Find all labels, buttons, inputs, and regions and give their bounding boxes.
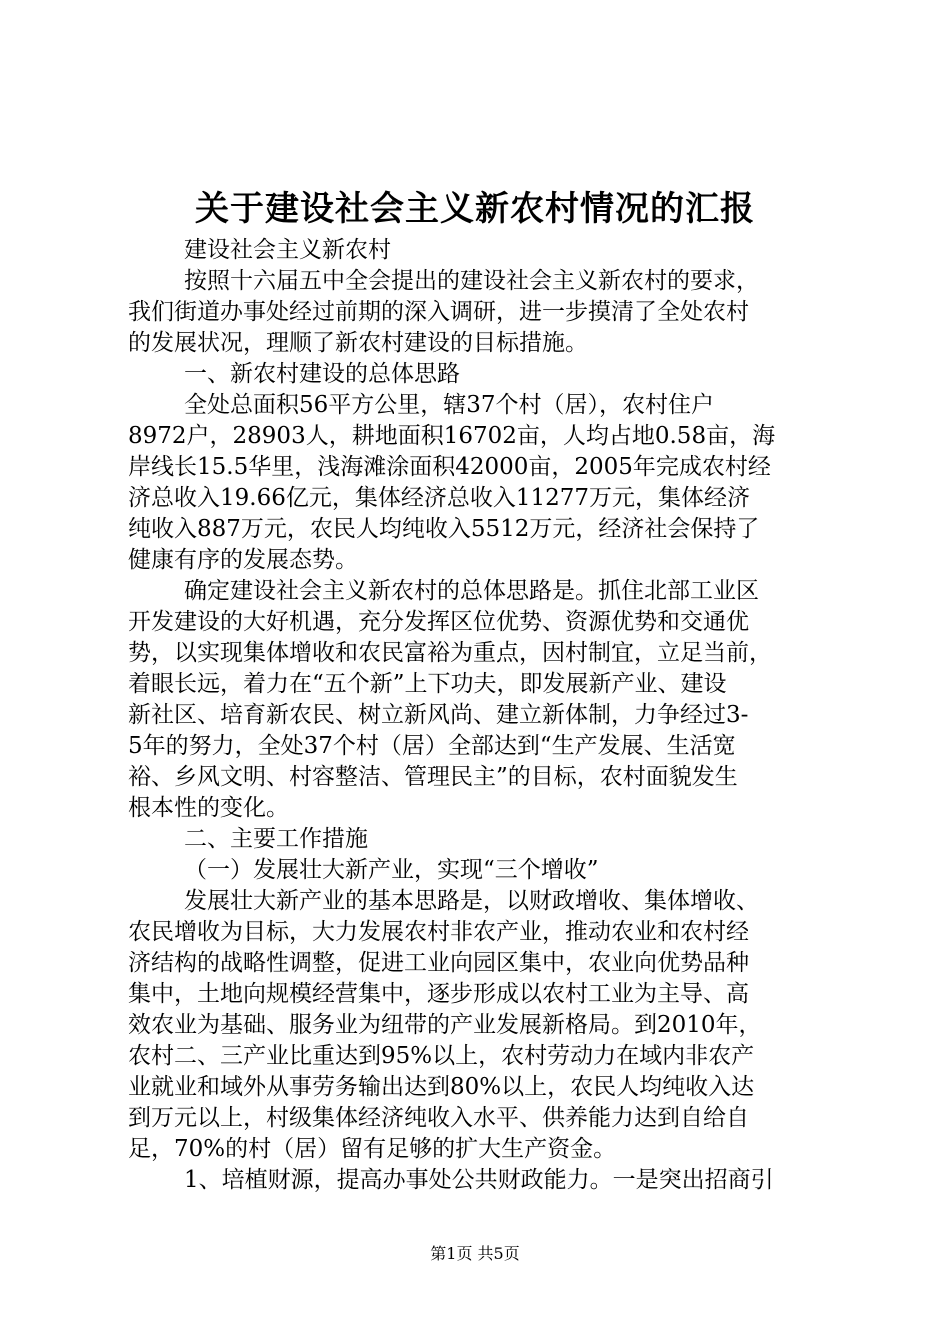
text-line: 足，70%的村（居）留有足够的扩大生产资金。 <box>128 1136 617 1162</box>
text-line: 根本性的变化。 <box>128 795 289 821</box>
text-line: 农村二、三产业比重达到95%以上，农村劳动力在域内非农产 <box>128 1043 755 1069</box>
text-line: 裕、乡风文明、村容整洁、管理民主”的目标，农村面貌发生 <box>128 764 738 790</box>
text-line: 1、培植财源，提高办事处公共财政能力。一是突出招商引 <box>184 1167 774 1193</box>
text-line: 岸线长15.5华里，浅海滩涂面积42000亩，2005年完成农村经 <box>128 454 771 480</box>
text-line: 新社区、培育新农民、树立新风尚、建立新体制，力争经过3- <box>128 702 749 728</box>
text-line: 集中，土地向规模经营集中，逐步形成以农村工业为主导、高 <box>128 981 749 1007</box>
text-line: 到万元以上，村级集体经济纯收入水平、供养能力达到自给自 <box>128 1105 749 1131</box>
text-line: 按照十六届五中全会提出的建设社会主义新农村的要求， <box>184 268 759 294</box>
text-line: 8972户，28903人，耕地面积16702亩，人均占地0.58亩，海 <box>128 423 776 449</box>
page-footer: 第1页 共5页 <box>430 1244 520 1263</box>
text-line: 我们街道办事处经过前期的深入调研，进一步摸清了全处农村 <box>128 299 749 325</box>
section-heading: 一、新农村建设的总体思路 <box>184 361 460 387</box>
text-line: 济结构的战略性调整，促进工业向园区集中，农业向优势品种 <box>128 950 749 976</box>
text-line: 着眼长远，着力在“五个新”上下功夫，即发展新产业、建设 <box>128 671 727 697</box>
text-line: 纯收入887万元，农民人均纯收入5512万元，经济社会保持了 <box>128 516 760 542</box>
text-line: 济总收入19.66亿元，集体经济总收入11277万元，集体经济 <box>128 485 751 511</box>
text-line: 建设社会主义新农村 <box>184 237 391 263</box>
text-line: 效农业为基础、服务业为纽带的产业发展新格局。到2010年， <box>128 1012 762 1038</box>
text-line: 发展壮大新产业的基本思路是，以财政增收、集体增收、 <box>184 888 759 914</box>
text-line: 业就业和域外从事劳务输出达到80%以上，农民人均纯收入达 <box>128 1074 755 1100</box>
text-line: 开发建设的大好机遇，充分发挥区位优势、资源优势和交通优 <box>128 609 749 635</box>
section-heading: 二、主要工作措施 <box>184 826 368 852</box>
subsection-heading: （一）发展壮大新产业，实现“三个增收” <box>184 857 599 883</box>
text-line: 确定建设社会主义新农村的总体思路是。抓住北部工业区 <box>184 578 759 604</box>
text-line: 健康有序的发展态势。 <box>128 547 358 573</box>
document-title: 关于建设社会主义新农村情况的汇报 <box>195 189 755 229</box>
text-line: 势，以实现集体增收和农民富裕为重点，因村制宜，立足当前， <box>128 640 772 666</box>
text-line: 5年的努力，全处37个村（居）全部达到“生产发展、生活宽 <box>128 733 736 759</box>
text-line: 农民增收为目标，大力发展农村非农产业，推动农业和农村经 <box>128 919 749 945</box>
text-line: 的发展状况，理顺了新农村建设的目标措施。 <box>128 330 588 356</box>
document-body <box>128 235 848 1196</box>
text-line: 全处总面积56平方公里，辖37个村（居），农村住户 <box>184 392 715 418</box>
